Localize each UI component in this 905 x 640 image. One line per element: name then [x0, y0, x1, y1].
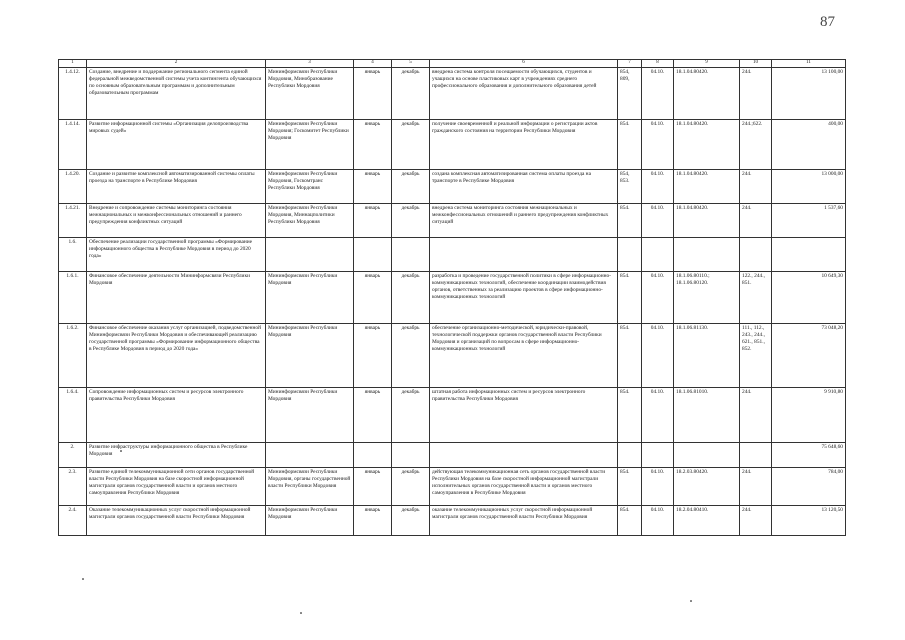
row-result: оказание телекоммуникационных услуг скоростной информационной магистрали органов государственной власти Республики Мордовия	[430, 506, 618, 536]
row-start: январь	[354, 120, 392, 170]
row-grbs: 854.	[618, 120, 642, 170]
table-row	[59, 120, 846, 170]
row-csr: 18.2.04.80410.	[674, 506, 740, 536]
row-grbs: 854.	[618, 468, 642, 506]
row-executor	[266, 443, 354, 468]
row-rzpr: 04.10.	[642, 324, 674, 388]
row-csr: 18.1.06.81010.	[674, 388, 740, 443]
row-code: 1.6.4.	[59, 388, 87, 443]
row-vr: 122., 244., 851.	[740, 272, 772, 324]
row-vr: 244.;622.	[740, 120, 772, 170]
row-name: Развитие информационной системы «Организация делопроизводства мировых судей»	[87, 120, 266, 170]
activities-table	[58, 59, 846, 536]
column-number: 11	[772, 60, 846, 68]
row-name: Финансовое обеспечение деятельности Мининформсвязи Республики Мордовия	[87, 272, 266, 324]
row-code: 2.3.	[59, 468, 87, 506]
row-code: 1.4.21.	[59, 204, 87, 238]
table-row	[59, 324, 846, 388]
table-row	[59, 170, 846, 204]
row-vr: 244.	[740, 204, 772, 238]
scan-speck	[82, 578, 84, 580]
row-executor: Мининформсвязи Республики Мордовия; Госкомитет Республики Мордовия	[266, 120, 354, 170]
row-vr: 111., 112., 243., 244., 621., 851., 852.	[740, 324, 772, 388]
row-sum: 73 048,20	[772, 324, 846, 388]
row-sum: 784,00	[772, 468, 846, 506]
row-code: 1.6.1.	[59, 272, 87, 324]
row-result	[430, 443, 618, 468]
row-sum: 400,00	[772, 120, 846, 170]
row-csr: 18.1.04.80420.	[674, 170, 740, 204]
row-rzpr: 04.10.	[642, 120, 674, 170]
column-number: 6	[430, 60, 618, 68]
row-end	[392, 238, 430, 272]
row-rzpr: 04.10.	[642, 68, 674, 120]
row-vr: 244.	[740, 170, 772, 204]
row-grbs: 854.	[618, 204, 642, 238]
column-number: 2	[87, 60, 266, 68]
table-row	[59, 68, 846, 120]
row-name: Сопровождение информационных систем и ресурсов электронного правительства Республики Мордовия	[87, 388, 266, 443]
row-result: внедрена система мониторинга состояния межнациональных и межконфессиональных отношений и раннего предупреждения конфликтных ситуаций	[430, 204, 618, 238]
row-sum: 10 649,30	[772, 272, 846, 324]
column-number: 8	[642, 60, 674, 68]
row-sum: 75 648,60	[772, 443, 846, 468]
row-executor: Мининформсвязи Республики Мордовия	[266, 506, 354, 536]
table-row	[59, 468, 846, 506]
row-name: Финансовое обеспечение оказания услуг организацией, подведомственной Мининформсвязи Республики Мордовия и обеспечивающей реализацию государственной программы «Формирование информационного общества в Республике Мордовия в период до 2020 года»	[87, 324, 266, 388]
row-sum: 13 000,00	[772, 170, 846, 204]
row-result: создана комплексная автоматизированная система оплаты проезда на транспорте в Республике Мордовия	[430, 170, 618, 204]
row-vr	[740, 238, 772, 272]
row-name: Развитие единой телекоммуникационной сети органов государственной власти Республики Мордовия на базе скоростной информационной магистрали органов государственной власти и органов местного самоуправления Республики Мордовия	[87, 468, 266, 506]
row-rzpr	[642, 443, 674, 468]
row-end: декабрь	[392, 272, 430, 324]
column-number: 1	[59, 60, 87, 68]
row-executor: Мининформсвязи Республики Мордовия, органы государственной власти Республики Мордовия	[266, 468, 354, 506]
row-code: 2.	[59, 443, 87, 468]
row-executor	[266, 238, 354, 272]
row-result: штатная работа информационных систем и ресурсов электронного правительства Республики Мордовия	[430, 388, 618, 443]
scan-speck	[300, 612, 302, 614]
row-end: декабрь	[392, 68, 430, 120]
table-row	[59, 272, 846, 324]
column-number-row	[59, 60, 846, 68]
row-end: декабрь	[392, 204, 430, 238]
table-row	[59, 388, 846, 443]
row-end	[392, 443, 430, 468]
row-start: январь	[354, 170, 392, 204]
row-name: Создание, внедрение и поддержание регионального сегмента единой федеральной межведомственной системы учета контингента обучающихся по основным образовательным программам и дополнительным образовательным программам	[87, 68, 266, 120]
row-name: Обеспечение реализации государственной программы «Формирование информационного общества в Республике Мордовия в период до 2020 года»	[87, 238, 266, 272]
row-vr: 244.	[740, 506, 772, 536]
row-executor: Мининформсвязи Республики Мордовия, Госкомтранс Республики Мордовия	[266, 170, 354, 204]
column-number: 3	[266, 60, 354, 68]
row-code: 1.4.14.	[59, 120, 87, 170]
row-start: январь	[354, 388, 392, 443]
row-end: декабрь	[392, 170, 430, 204]
row-result	[430, 238, 618, 272]
row-vr: 244.	[740, 388, 772, 443]
row-name: Создание и развитие комплексной автоматизированной системы оплаты проезда на транспорте в Республике Мордовия	[87, 170, 266, 204]
row-start	[354, 443, 392, 468]
row-code: 1.4.12.	[59, 68, 87, 120]
row-start: январь	[354, 506, 392, 536]
row-csr: 18.2.03.80420.	[674, 468, 740, 506]
table-row	[59, 443, 846, 468]
row-vr: 244.	[740, 468, 772, 506]
row-grbs: 854.	[618, 324, 642, 388]
row-start: январь	[354, 468, 392, 506]
table-row	[59, 204, 846, 238]
row-end: декабрь	[392, 120, 430, 170]
row-grbs: 854, 853.	[618, 170, 642, 204]
row-executor: Мининформсвязи Республики Мордовия	[266, 272, 354, 324]
column-number: 9	[674, 60, 740, 68]
row-start: январь	[354, 204, 392, 238]
row-result: обеспечение организационно-методической, юридически-правовой, технологической поддержки органов государственной власти Республики Мордовия и организаций по вопросам в сфере информационно-коммуникационных технологий	[430, 324, 618, 388]
row-end: декабрь	[392, 388, 430, 443]
row-rzpr: 04.10.	[642, 506, 674, 536]
row-sum: 13 120,50	[772, 506, 846, 536]
row-end: декабрь	[392, 468, 430, 506]
row-code: 1.6.2.	[59, 324, 87, 388]
row-result: внедрена система контроля посещаемости обучающихся, студентов и учащихся на основе пластиковых карт в учреждениях среднего профессионального образования и дополнительного образования детей	[430, 68, 618, 120]
row-csr: 18.1.06.81130.	[674, 324, 740, 388]
row-rzpr: 04.10.	[642, 204, 674, 238]
row-code: 1.6.	[59, 238, 87, 272]
column-number: 7	[618, 60, 642, 68]
table-row	[59, 506, 846, 536]
row-start: январь	[354, 68, 392, 120]
row-grbs: 854.	[618, 388, 642, 443]
scan-speck	[120, 450, 122, 452]
row-rzpr: 04.10.	[642, 170, 674, 204]
row-vr	[740, 443, 772, 468]
row-vr: 244.	[740, 68, 772, 120]
row-grbs	[618, 238, 642, 272]
row-csr: 18.1.04.80420.	[674, 68, 740, 120]
row-csr: 18.1.06.80110.; 18.1.06.80120.	[674, 272, 740, 324]
column-number: 4	[354, 60, 392, 68]
row-end: декабрь	[392, 324, 430, 388]
row-executor: Мининформсвязи Республики Мордовия, Миннацполитики Республики Мордовия	[266, 204, 354, 238]
row-grbs: 854, 809,	[618, 68, 642, 120]
row-sum: 9 910,80	[772, 388, 846, 443]
row-csr	[674, 443, 740, 468]
row-rzpr: 04.10.	[642, 468, 674, 506]
row-start: январь	[354, 324, 392, 388]
row-grbs: 854.	[618, 506, 642, 536]
table-row	[59, 238, 846, 272]
row-grbs: 854.	[618, 272, 642, 324]
row-code: 1.4.20.	[59, 170, 87, 204]
page-number: 87	[820, 14, 835, 30]
row-name: Развитие инфраструктуры информационного общества в Республике Мордовия	[87, 443, 266, 468]
row-code: 2.4.	[59, 506, 87, 536]
row-sum	[772, 238, 846, 272]
row-result: получение своевременной и реальной информации о регистрации актов гражданского состояния на территории Республики Мордовия	[430, 120, 618, 170]
row-sum: 1 537,60	[772, 204, 846, 238]
row-rzpr: 04.10.	[642, 272, 674, 324]
row-sum: 13 100,00	[772, 68, 846, 120]
row-executor: Мининформсвязи Республики Мордовия	[266, 388, 354, 443]
row-csr: 18.1.04.80420.	[674, 204, 740, 238]
row-executor: Мининформсвязи Республики Мордовия, Минобразование Республики Мордовия	[266, 68, 354, 120]
scan-speck	[690, 600, 692, 602]
column-number: 5	[392, 60, 430, 68]
row-name: Оказание телекоммуникационных услуг скоростной информационной магистрали органов государственной власти Республики Мордовия	[87, 506, 266, 536]
row-result: действующая телекоммуникационная сеть органов государственной власти Республики Мордовия на базе скоростной информационной магистрали исполнительных органов государственной власти и органов местного самоуправления в Республике Мордовия	[430, 468, 618, 506]
row-grbs	[618, 443, 642, 468]
row-executor: Мининформсвязи Республики Мордовия	[266, 324, 354, 388]
row-result: разработка и проведение государственной политики в сфере информационно-коммуникационных технологий, обеспечение координации взаимодействия органов, ответственных за реализацию проектов в сфере информационно-коммуникационных технологий	[430, 272, 618, 324]
row-end: декабрь	[392, 506, 430, 536]
row-rzpr	[642, 238, 674, 272]
column-number: 10	[740, 60, 772, 68]
row-rzpr: 04.10.	[642, 388, 674, 443]
row-start	[354, 238, 392, 272]
row-start: январь	[354, 272, 392, 324]
row-csr	[674, 238, 740, 272]
row-csr: 18.1.04.80420.	[674, 120, 740, 170]
row-name: Внедрение и сопровождение системы мониторинга состояния межнациональных и межконфессиональных отношений и раннего предупреждения конфликтных ситуаций	[87, 204, 266, 238]
